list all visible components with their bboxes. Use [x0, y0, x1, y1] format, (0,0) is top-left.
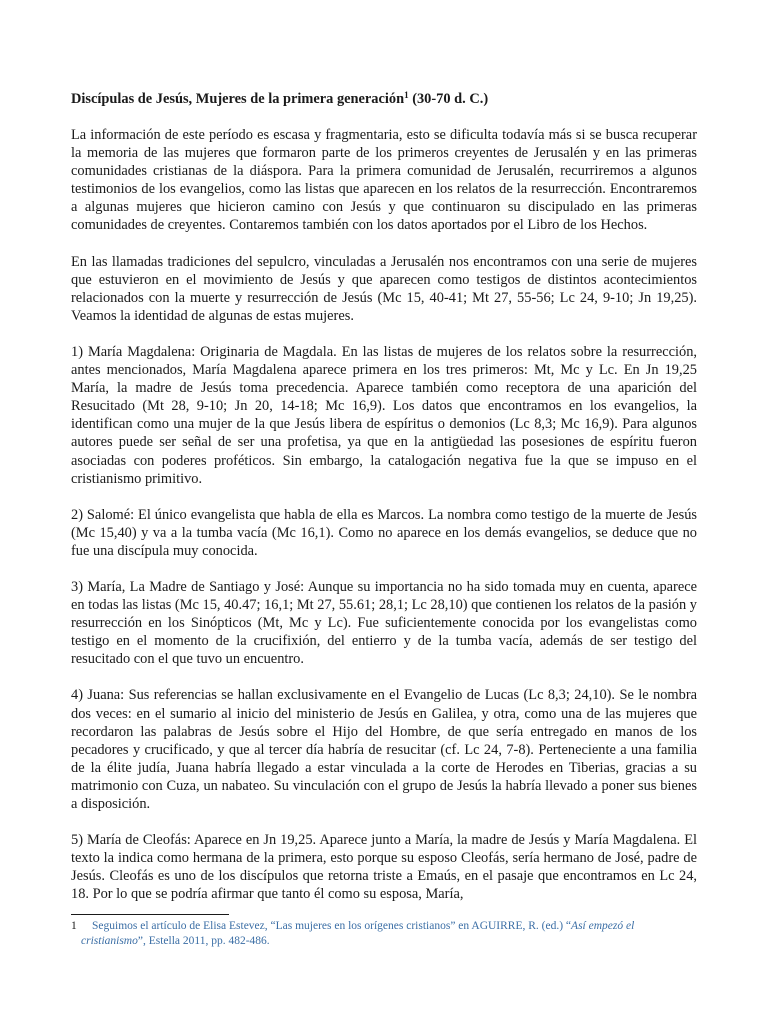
paragraph-juana: 4) Juana: Sus referencias se hallan exclusivamente en el Evangelio de Lucas (Lc 8,3; 24,10). Se le nombra dos veces: en el sumario al inicio del ministerio de Jesús en Galilea, y otra, como una de las mujeres que recordaron las palabras de Jesús sobre el Hijo del Hombre, de que sería entregado en manos de los pecadores y crucificado, y que al tercer día habría de resucitar (cf. Lc 24, 7-8). Perteneciente a una familia de la élite judía, Juana habría llegado a estar vinculada a la corte de Herodes en Tiberias, gracias a su matrimonio con Cuza, un nabateo. Su vinculación con el grupo de Jesús la habría llevado a poner sus bienes a disposición. — [71, 687, 697, 812]
footnote — [71, 919, 697, 949]
footnote-reference[interactable]: 1 — [404, 90, 409, 100]
footnote-citation: Seguimos el artículo de Elisa Estevez, “Las mujeres en los orígenes cristianos” en AGUIRRE, R. (ed.) “ — [92, 920, 572, 932]
paragraph-intro: La información de este período es escasa y fragmentaria, esto se dificulta todavía más si se busca recuperar la memoria de las mujeres que formaron parte de los primeros creyentes de Jerusalén y en las primeras comunidades cristianas de la diáspora. Para la primera comunidad de Jerusalén, recurriremos a algunos testimonios de los evangelios, como las listas que aparecen en los relatos de la resurrección. Encontraremos a algunas mujeres que hicieron camino con Jesús y que continuaron su discipulado en las primeras comunidades de creyentes. Contaremos también con los datos aportados por el Libro de los Hechos. — [71, 127, 697, 234]
paragraph-tradiciones: En las llamadas tradiciones del sepulcro, vinculadas a Jerusalén nos encontramos con una serie de mujeres que estuvieron en el movimiento de Jesús y que aparecen como testigos de distintos acontecimientos relacionados con la muerte y resurrección de Jesús (Mc 15, 40-41; Mt 27, 55-56; Lc 24, 9-10; Jn 19,25). Veamos la identidad de algunas de estas mujeres. — [71, 253, 697, 324]
paragraph-maria-madre-santiago: 3) María, La Madre de Santiago y José: Aunque su importancia no ha sido tomada muy en cuenta, aparece en todas las listas (Mc 15, 40.47; 16,1; Mt 27, 55.61; 28,1; Lc 28,10) que contienen los relatos de la pasión y resurrección en los Sinópticos (Mt, Mc y Lc). Fue suficientemente conocida por los evangelistas como testigo en el momento de la crucifixión, del entierro y de la tumba vacía, además de ser testigo del resucitado con el que tuvo un encuentro. — [71, 578, 697, 668]
title-text: Discípulas de Jesús, Mujeres de la primera generación — [71, 91, 405, 107]
title-date-range: (30-70 d. C.) — [408, 91, 489, 107]
paragraph-maria-cleofas: 5) María de Cleofás: Aparece en Jn 19,25. Aparece junto a María, la madre de Jesús y María Magdalena. El texto la indica como hermana de la primera, esto porque su esposo Cleofás, sería hermano de José, padre de Jesús. Cleofás es uno de los discípulos que retorna triste a Emaús, en el pasaje que encontramos en Lc 24, 18. Por lo que se podría afirmar que tanto él como su esposa, María, — [71, 832, 697, 903]
footnote-text[interactable] — [81, 919, 697, 949]
footnote-number: 1 — [71, 920, 77, 932]
paragraph-salome: 2) Salomé: El único evangelista que habla de ella es Marcos. La nombra como testigo de la muerte de Jesús (Mc 15,40) y va a la tumba vacía (Mc 16,1). Como no aparece en los demás evangelios, se deduce que no fue una discípula muy conocida. — [71, 506, 697, 559]
document-body — [71, 90, 697, 921]
footnote-publication-info: ”, Estella 2011, pp. 482-486. — [137, 935, 270, 947]
paragraph-maria-magdalena: 1) María Magdalena: Originaria de Magdala. En las listas de mujeres de los relatos sobre la resurrección, antes mencionados, María Magdalena aparece primera en los tres primeros: Mt, Mc y Lc. En Jn 19,25 María, la madre de Jesús toma precedencia. Aparece también como receptora de una aparición del Resucitado (Mt 28, 9-10; Jn 20, 14-18; Mc 16,9). Los datos que encontramos en los evangelios, la identifican como una mujer de la que Jesús libera de espíritus o demonios (Lc 8,3; Mc 16,9). Para algunos autores puede ser señal de ser una profetisa, ya que en la antigüedad las posesiones de espíritu fueron asociadas con poderes proféticos. Sin embargo, la catalogación negativa fue la que se impuso en el cristianismo primitivo. — [71, 343, 697, 487]
footnote-separator — [71, 914, 229, 915]
footnote-book-title: Así empezó el cristianismo — [81, 920, 635, 947]
document-title — [71, 90, 697, 109]
